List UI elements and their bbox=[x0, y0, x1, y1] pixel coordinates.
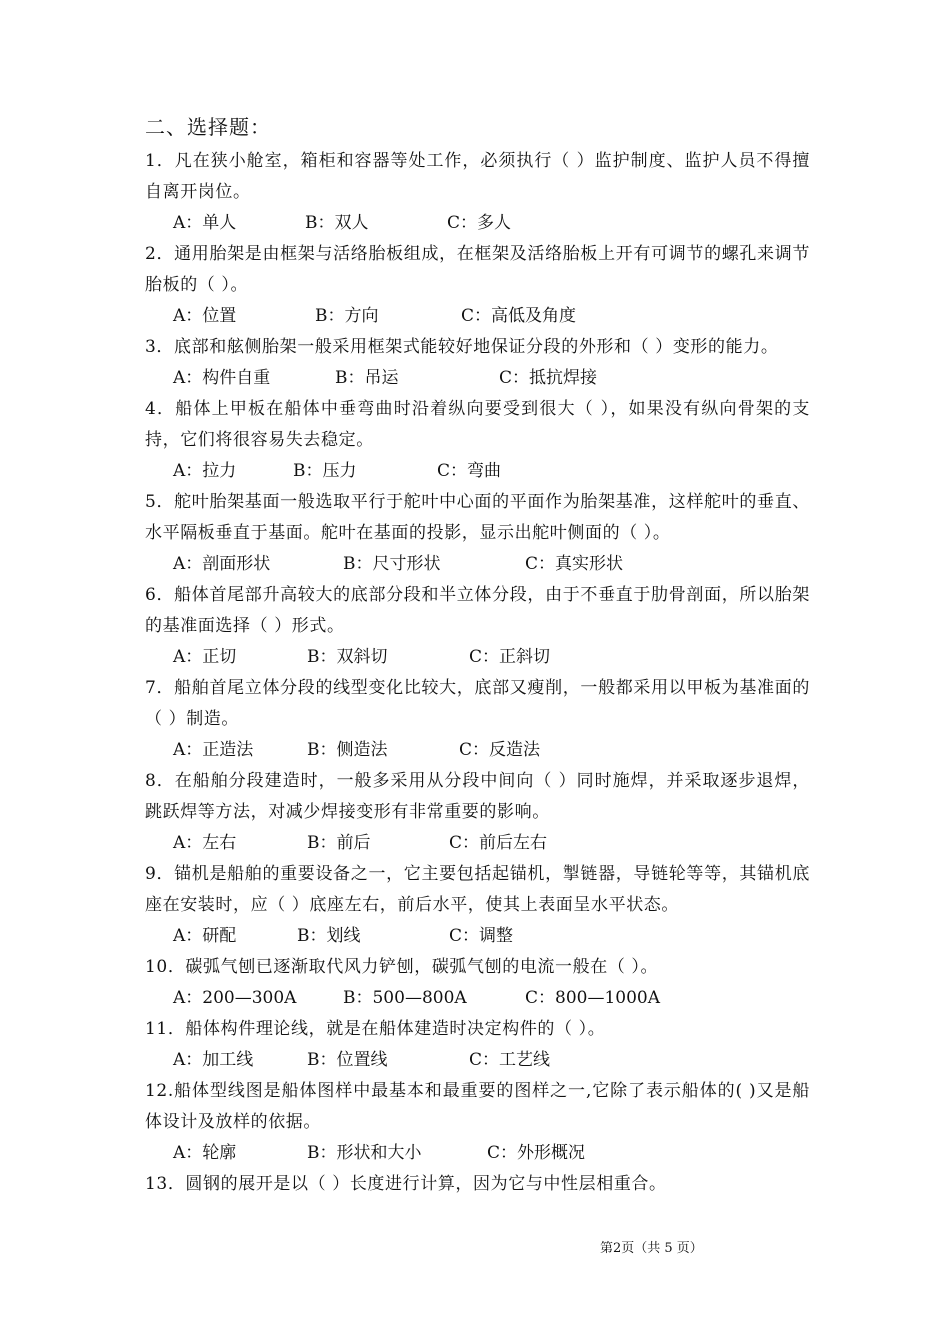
question-text: 11．船体构件理论线，就是在船体建造时决定构件的（ ）。 bbox=[145, 1019, 606, 1039]
option-c: C：外形概况 bbox=[487, 1143, 586, 1163]
question-9 bbox=[145, 859, 810, 952]
option-b: B：形状和大小 bbox=[307, 1143, 422, 1163]
option-c: C：800—1000A bbox=[525, 988, 660, 1008]
question-6 bbox=[145, 580, 810, 673]
question-text: 9．锚机是船舶的重要设备之一，它主要包括起锚机，掣链器，导链轮等等，其锚机底座在安装时，应（ ）底座左右，前后水平，使其上表面呈水平状态。 bbox=[145, 864, 810, 915]
question-7 bbox=[145, 673, 810, 766]
option-a: A：拉力 bbox=[173, 461, 237, 481]
option-a: A：正造法 bbox=[173, 740, 254, 760]
question-text: 10．碳弧气刨已逐渐取代风力铲刨，碳弧气刨的电流一般在（ ）。 bbox=[145, 957, 659, 977]
question-text: 12.船体型线图是船体图样中最基本和最重要的图样之一,它除了表示船体的( )又是船体设计及放样的依据。 bbox=[145, 1081, 810, 1132]
question-list bbox=[145, 146, 810, 1200]
question-13 bbox=[145, 1169, 810, 1200]
option-b: B：方向 bbox=[315, 306, 379, 326]
question-options bbox=[145, 735, 810, 766]
question-3 bbox=[145, 332, 810, 394]
page-footer: 第2页（共 5 页） bbox=[600, 1241, 703, 1256]
option-c: C：工艺线 bbox=[469, 1050, 551, 1070]
option-b: B：尺寸形状 bbox=[343, 554, 441, 574]
option-b: B：双人 bbox=[305, 213, 369, 233]
question-2 bbox=[145, 239, 810, 332]
option-c: C：真实形状 bbox=[525, 554, 624, 574]
question-4 bbox=[145, 394, 810, 487]
question-options bbox=[145, 456, 810, 487]
question-text: 1．凡在狭小舱室，箱柜和容器等处工作，必须执行（ ）监护制度、监护人员不得擅自离开岗位。 bbox=[145, 151, 810, 202]
question-text: 13．圆钢的展开是以（ ）长度进行计算，因为它与中性层相重合。 bbox=[145, 1174, 667, 1194]
question-options bbox=[145, 983, 810, 1014]
question-1 bbox=[145, 146, 810, 239]
question-options bbox=[145, 301, 810, 332]
option-b: B：前后 bbox=[307, 833, 371, 853]
question-options bbox=[145, 828, 810, 859]
question-options bbox=[145, 1138, 810, 1169]
question-text: 4．船体上甲板在船体中垂弯曲时沿着纵向要受到很大（ ），如果没有纵向骨架的支持，它们将很容易失去稳定。 bbox=[145, 399, 810, 450]
option-c: C：高低及角度 bbox=[461, 306, 577, 326]
option-c: C：反造法 bbox=[459, 740, 541, 760]
option-c: C：调整 bbox=[449, 926, 514, 946]
question-options bbox=[145, 921, 810, 952]
option-a: A：200—300A bbox=[173, 988, 297, 1008]
option-b: B：双斜切 bbox=[307, 647, 388, 667]
question-text: 2．通用胎架是由框架与活络胎板组成，在框架及活络胎板上开有可调节的螺孔来调节胎板的（ ）。 bbox=[145, 244, 810, 295]
question-5 bbox=[145, 487, 810, 580]
option-b: B：侧造法 bbox=[307, 740, 388, 760]
option-b: B：划线 bbox=[297, 926, 361, 946]
option-a: A：位置 bbox=[173, 306, 237, 326]
option-c: C：弯曲 bbox=[437, 461, 502, 481]
question-options bbox=[145, 208, 810, 239]
option-a: A：单人 bbox=[173, 213, 237, 233]
question-options bbox=[145, 363, 810, 394]
question-text: 7．船舶首尾立体分段的线型变化比较大，底部又瘦削，一般都采用以甲板为基准面的（ ）制造。 bbox=[145, 678, 810, 729]
option-a: A：左右 bbox=[173, 833, 237, 853]
option-a: A：加工线 bbox=[173, 1050, 254, 1070]
question-options bbox=[145, 1045, 810, 1076]
option-a: A：正切 bbox=[173, 647, 237, 667]
option-c: C：前后左右 bbox=[449, 833, 548, 853]
option-b: B：吊运 bbox=[335, 368, 399, 388]
option-b: B：位置线 bbox=[307, 1050, 388, 1070]
option-a: A：轮廓 bbox=[173, 1143, 237, 1163]
question-options bbox=[145, 549, 810, 580]
section-title: 二、选择题： bbox=[145, 115, 271, 139]
option-a: A：构件自重 bbox=[173, 368, 271, 388]
option-a: A：研配 bbox=[173, 926, 237, 946]
question-text: 5．舵叶胎架基面一般选取平行于舵叶中心面的平面作为胎架基准，这样舵叶的垂直、水平隔板垂直于基面。舵叶在基面的投影，显示出舵叶侧面的（ ）。 bbox=[145, 492, 810, 543]
question-text: 6．船体首尾部升高较大的底部分段和半立体分段，由于不垂直于肋骨剖面，所以胎架的基准面选择（ ）形式。 bbox=[145, 585, 810, 636]
question-12 bbox=[145, 1076, 810, 1169]
option-c: C：多人 bbox=[447, 213, 512, 233]
option-c: C：正斜切 bbox=[469, 647, 551, 667]
question-11 bbox=[145, 1014, 810, 1076]
question-8 bbox=[145, 766, 810, 859]
option-b: B：500—800A bbox=[343, 988, 467, 1008]
question-text: 8．在船舶分段建造时，一般多采用从分段中间向（ ）同时施焊，并采取逐步退焊，跳跃焊等方法，对减少焊接变形有非常重要的影响。 bbox=[145, 771, 810, 822]
option-b: B：压力 bbox=[293, 461, 357, 481]
question-text: 3．底部和舷侧胎架一般采用框架式能较好地保证分段的外形和（ ）变形的能力。 bbox=[145, 337, 779, 357]
option-c: C：抵抗焊接 bbox=[499, 368, 598, 388]
question-options bbox=[145, 642, 810, 673]
option-a: A：剖面形状 bbox=[173, 554, 271, 574]
question-10 bbox=[145, 952, 810, 1014]
